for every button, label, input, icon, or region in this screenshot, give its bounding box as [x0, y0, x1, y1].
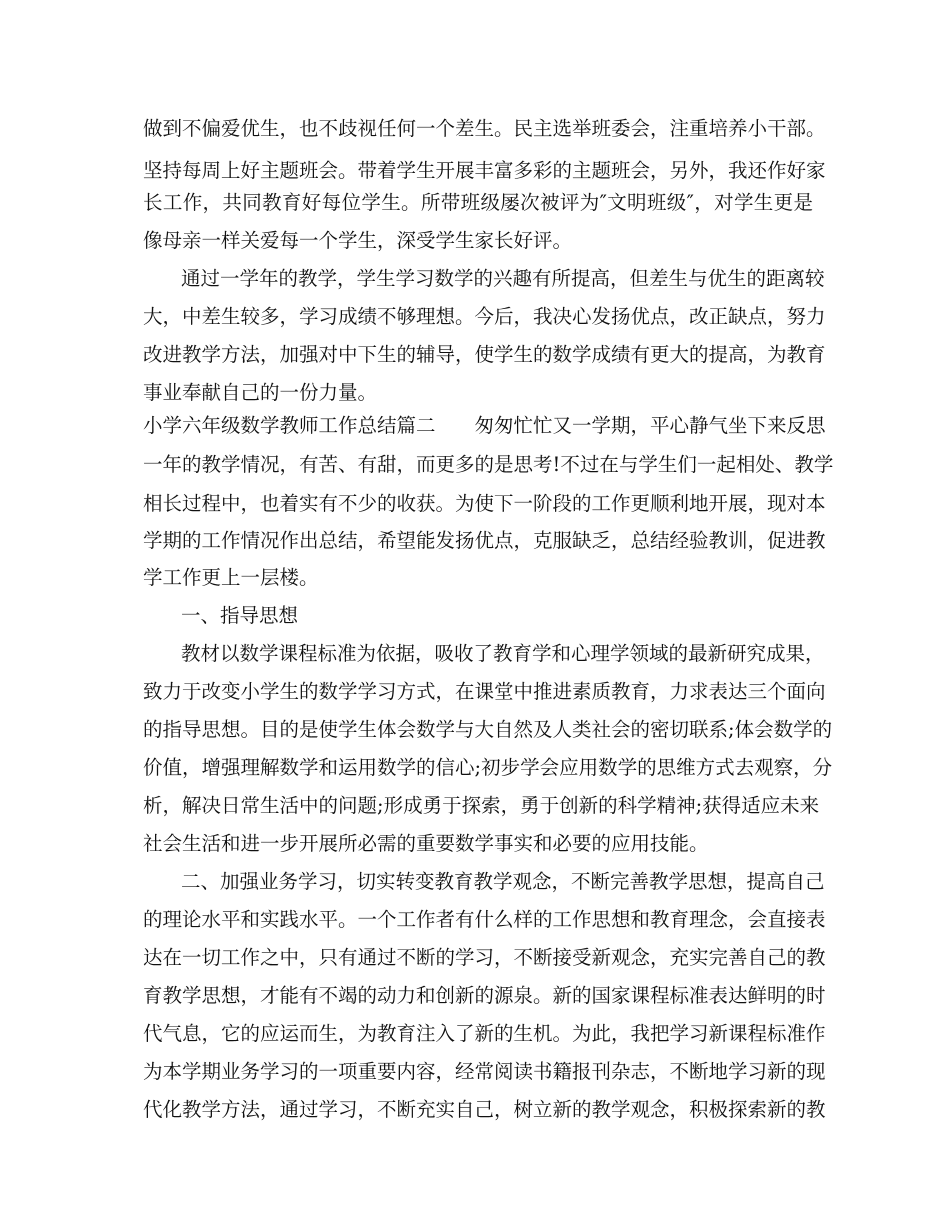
text-line: 一年的教学情况，有苦、有甜，而更多的是思考!不过在与学生们一起相处、教学 — [143, 453, 834, 476]
text-line: 相长过程中，也着实有不少的收获。为使下一阶段的工作更顺利地开展，现对本 — [143, 492, 826, 515]
text-line: 事业奉献自己的一份力量。 — [143, 381, 378, 404]
text-line: 做到不偏爱优生，也不歧视任何一个差生。民主选举班委会，注重培养小干部。 — [143, 117, 826, 140]
text-line: 社会生活和进一步开展所必需的重要数学事实和必要的应用技能。 — [143, 832, 709, 855]
paragraph-first-line: 通过一学年的教学，学生学习数学的兴趣有所提高，但差生与优生的距离较 — [181, 267, 825, 290]
text-line: 学工作更上一层楼。 — [143, 566, 319, 589]
paragraph-first-line: 二、加强业务学习，切实转变教育教学观念，不断完善教学思想，提高自己 — [181, 870, 825, 893]
text-line: 代化教学方法，通过学习，不断充实自己，树立新的教学观念，积极探索新的教 — [143, 1098, 826, 1121]
text-line: 致力于改变小学生的数学学习方式，在课堂中推进素质教育，力求表达三个面向 — [143, 680, 826, 703]
text-line: 析，解决日常生活中的问题;形成勇于探索，勇于创新的科学精神;获得适应未来 — [143, 794, 820, 817]
text-line: 像母亲一样关爱每一个学生，深受学生家长好评。 — [143, 229, 573, 252]
text-line: 的理论水平和实践水平。一个工作者有什么样的工作思想和教育理念，会直接表 — [143, 908, 826, 931]
text-line: 长工作，共同教育好每位学生。所带班级屡次被评为″文明班级″，对学生更是 — [143, 191, 813, 214]
text-line: 大，中差生较多，学习成绩不够理想。今后，我决心发扬优点，改正缺点，努力 — [143, 305, 826, 328]
text-line: 学期的工作情况作出总结，希望能发扬优点，克服缺乏，总结经验教训，促进教 — [143, 529, 826, 552]
text-line: 达在一切工作之中，只有通过不断的学习，不断接受新观念，充实完善自己的教 — [143, 946, 826, 969]
text-line: 的指导思想。目的是使学生体会数学与大自然及人类社会的密切联系;体会数学的 — [143, 718, 833, 741]
subheading-guiding-thought: 一、指导思想 — [181, 604, 299, 627]
paragraph-first-line: 教材以数学课程标准为依据，吸收了教育学和心理学领域的最新研究成果， — [181, 642, 825, 665]
section-heading-line: 小学六年级数学教师工作总结篇二 匆匆忙忙又一学期，平心静气坐下来反思 — [143, 414, 826, 437]
text-line: 改进教学方法，加强对中下生的辅导，使学生的数学成绩有更大的提高，为教育 — [143, 343, 826, 366]
text-line: 为本学期业务学习的一项重要内容，经常阅读书籍报刊杂志，不断地学习新的现 — [143, 1060, 826, 1083]
text-line: 育教学思想，才能有不竭的动力和创新的源泉。新的国家课程标准表达鲜明的时 — [143, 984, 826, 1007]
text-line: 坚持每周上好主题班会。带着学生开展丰富多彩的主题班会，另外，我还作好家 — [143, 159, 826, 182]
text-line: 价值，增强理解数学和运用数学的信心;初步学会应用数学的思维方式去观察，分 — [143, 756, 833, 779]
text-line: 代气息，它的应运而生，为教育注入了新的生机。为此，我把学习新课程标准作 — [143, 1022, 826, 1045]
